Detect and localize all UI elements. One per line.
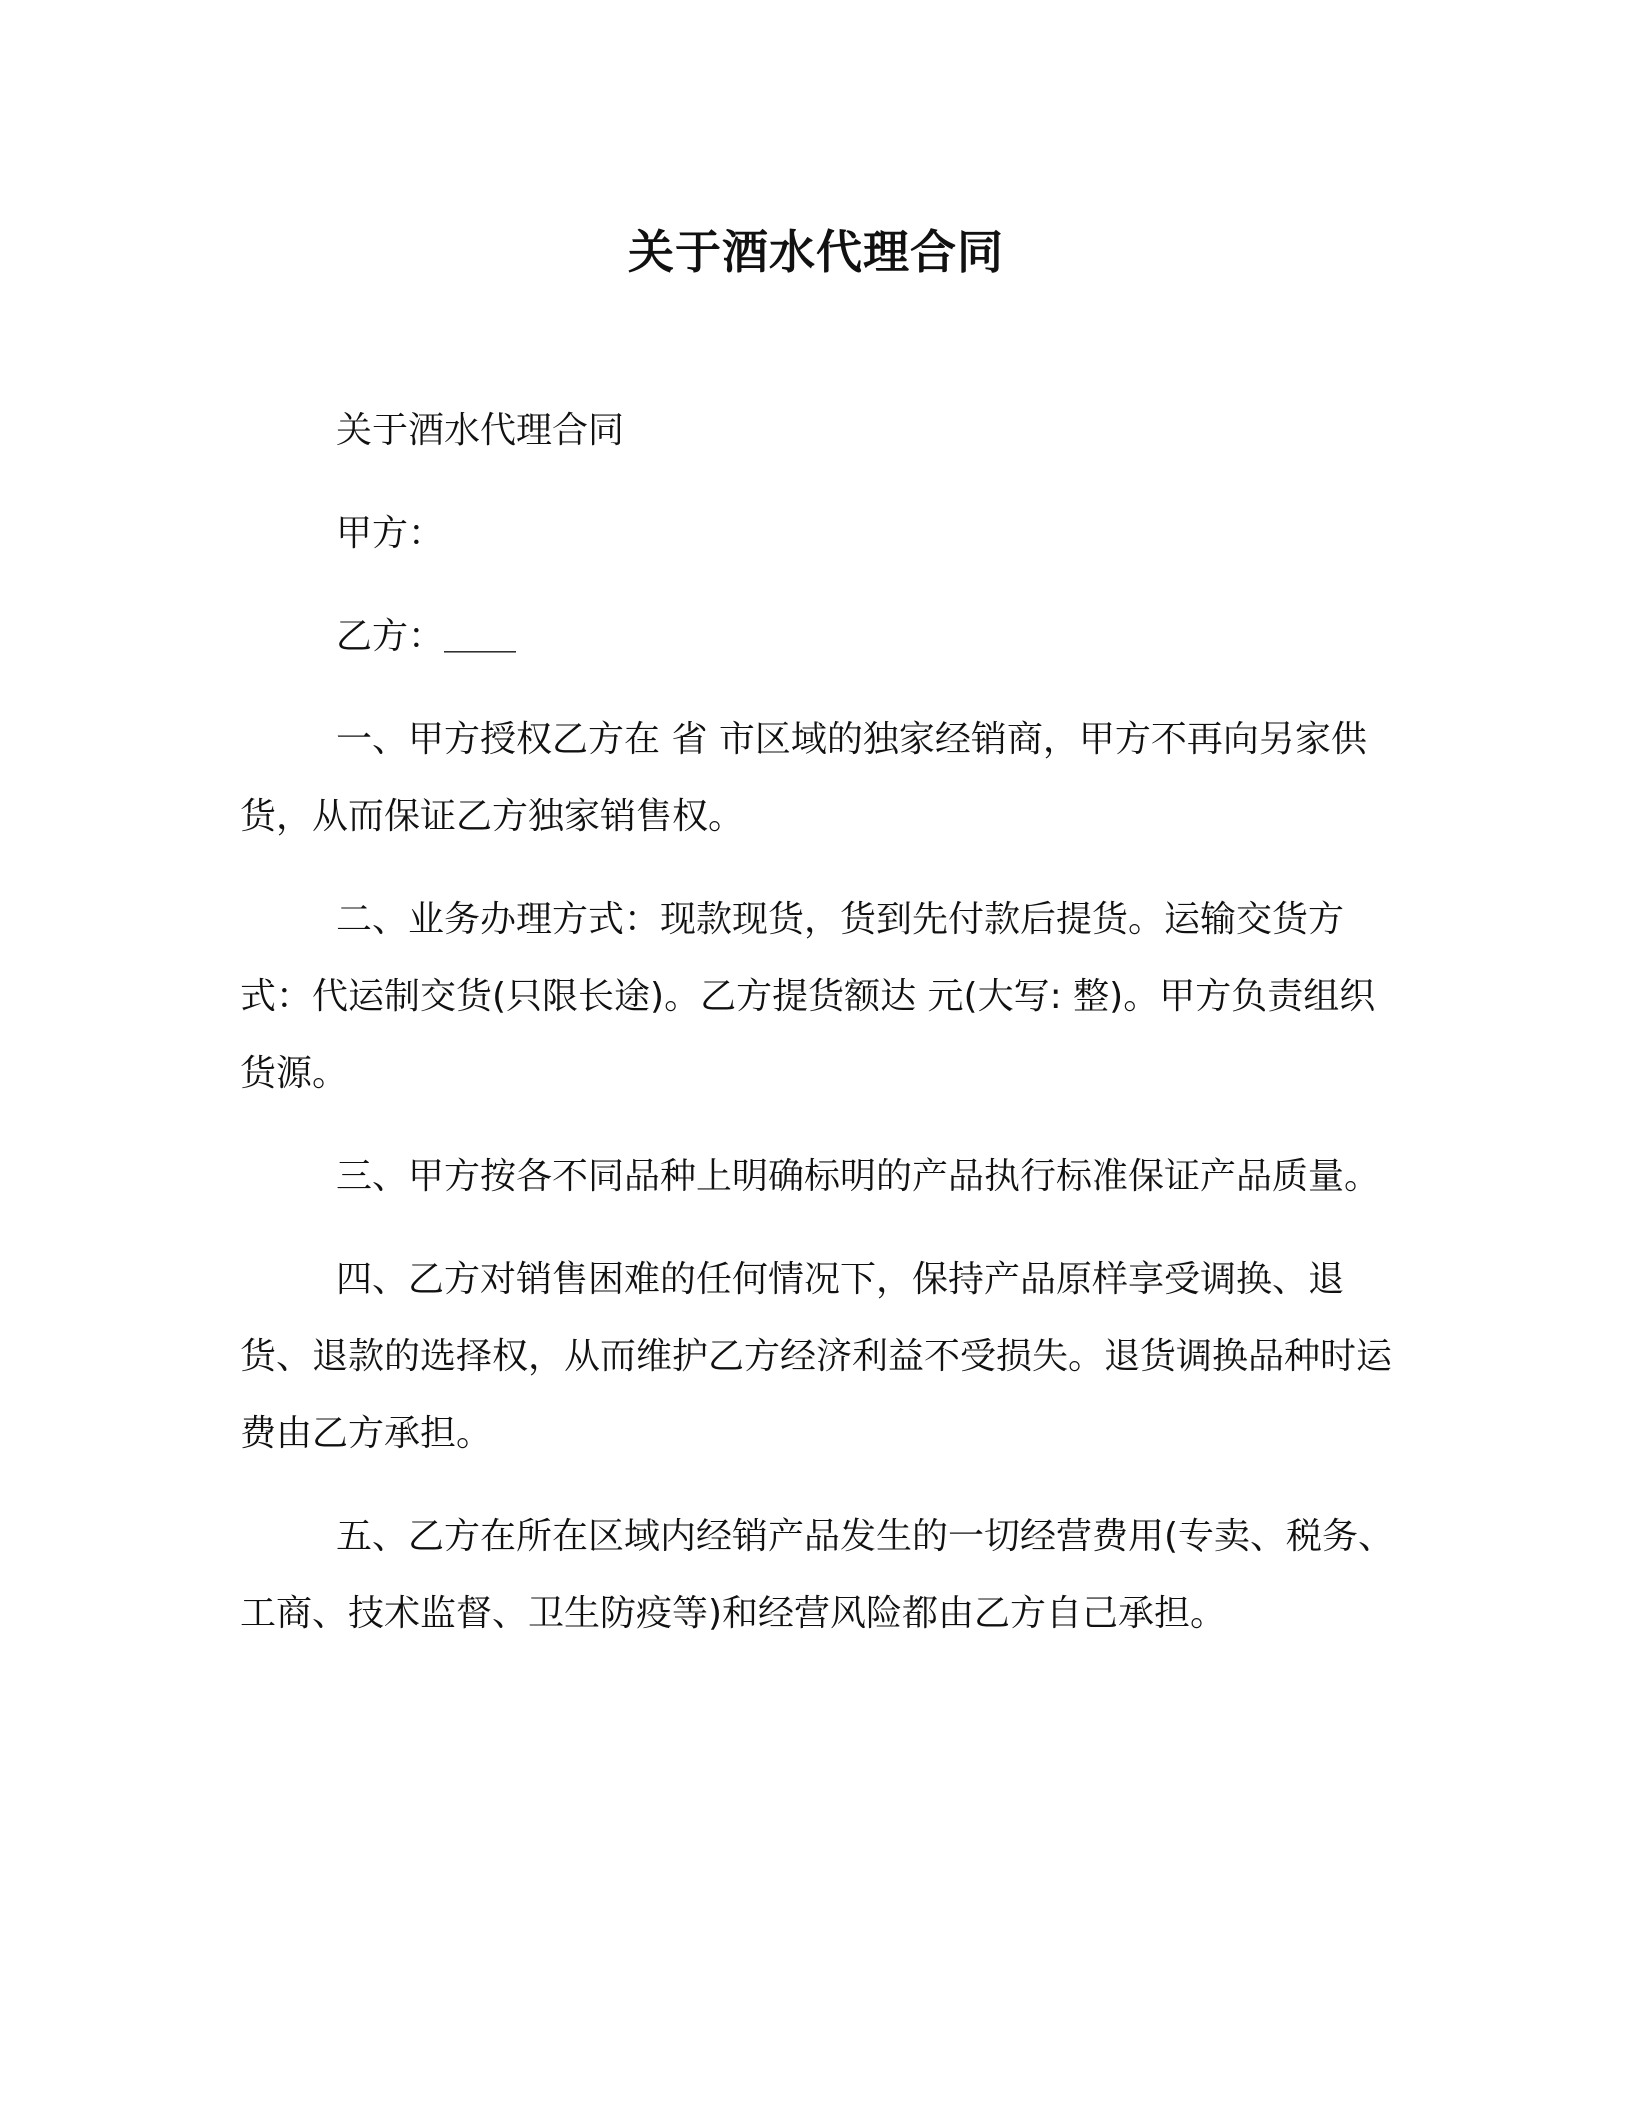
- paragraph-clause-1: 一、甲方授权乙方在 省 市区域的独家经销商，甲方不再向另家供货，从而保证乙方独家销售权。: [240, 719, 1367, 837]
- document-title: 关于酒水代理合同: [628, 225, 1004, 279]
- document-body: [240, 392, 1400, 1678]
- paragraph-clause-3: 三、甲方按各不同品种上明确标明的产品执行标准保证产品质量。: [336, 1156, 1381, 1197]
- paragraph-clause-2: 二、业务办理方式：现款现货，货到先付款后提货。运输交货方式：代运制交货(只限长途)。乙方提货额达 元(大写: 整)。甲方负责组织货源。: [240, 899, 1376, 1094]
- paragraph-clause-4: 四、乙方对销售困难的任何情况下，保持产品原样享受调换、退货、退款的选择权，从而维护乙方经济利益不受损失。退货调换品种时运费由乙方承担。: [240, 1259, 1393, 1454]
- paragraph-heading: 关于酒水代理合同: [336, 410, 625, 451]
- paragraph-party-a: 甲方：: [336, 513, 445, 554]
- paragraph-party-b: 乙方：＿＿: [336, 616, 517, 657]
- paragraph-clause-5: 五、乙方在所在区域内经销产品发生的一切经营费用(专卖、税务、工商、技术监督、卫生防疫等)和经营风险都由乙方自己承担。: [240, 1516, 1395, 1634]
